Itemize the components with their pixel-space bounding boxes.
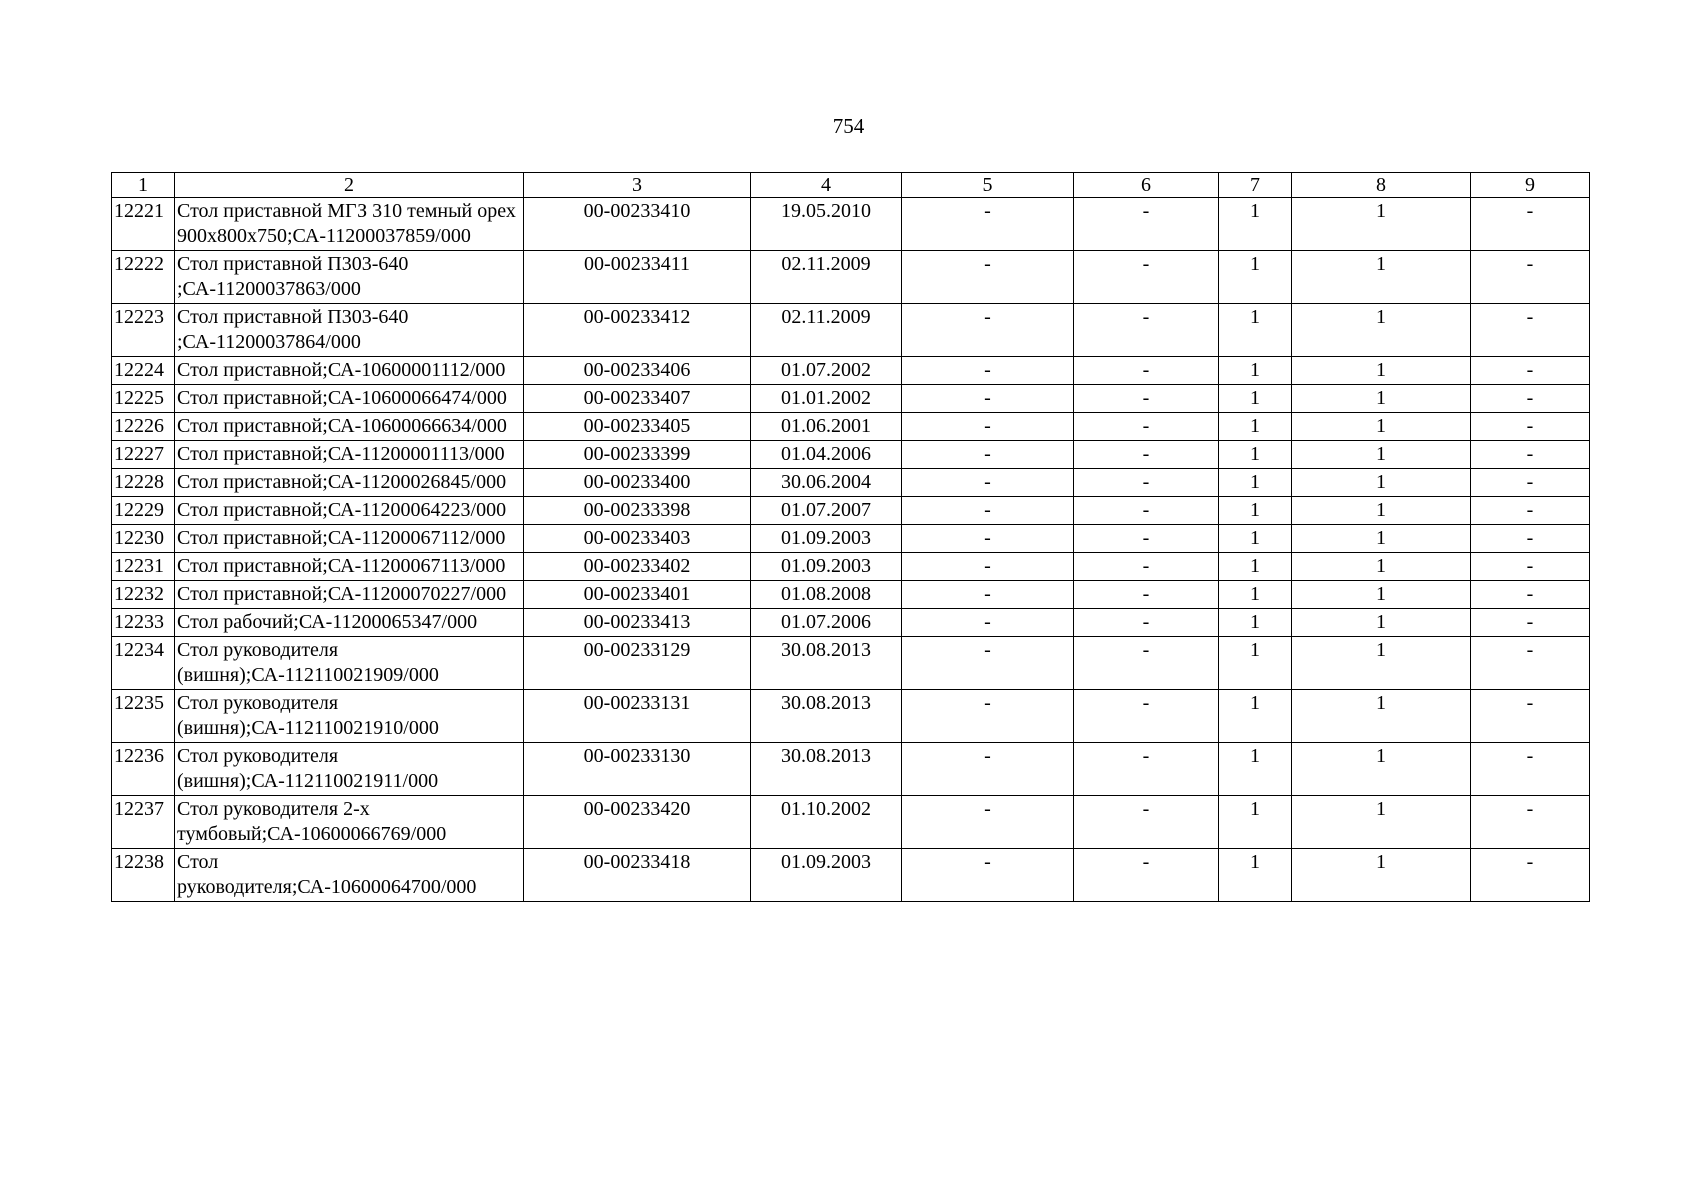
inventory-code: 00-00233406 — [524, 357, 751, 385]
item-name: Стол приставной;СА-10600066634/000 — [175, 413, 524, 441]
column-8-value: 1 — [1292, 525, 1471, 553]
column-7-value: 1 — [1219, 690, 1292, 743]
item-name: Стол руководителя (вишня);СА-112110021909/000 — [175, 637, 524, 690]
column-6-value: - — [1074, 385, 1219, 413]
column-5-value: - — [902, 796, 1074, 849]
date: 30.08.2013 — [751, 637, 902, 690]
item-name: Стол приставной;СА-11200001113/000 — [175, 441, 524, 469]
column-6-value: - — [1074, 469, 1219, 497]
table-row — [112, 609, 1590, 637]
row-number: 12231 — [112, 553, 175, 581]
column-7-value: 1 — [1219, 609, 1292, 637]
table-row — [112, 357, 1590, 385]
table-row — [112, 385, 1590, 413]
column-5-value: - — [902, 497, 1074, 525]
header-row — [112, 173, 1590, 198]
table-row — [112, 637, 1590, 690]
item-name: Стол руководителя (вишня);СА-112110021910/000 — [175, 690, 524, 743]
inventory-code: 00-00233398 — [524, 497, 751, 525]
date: 02.11.2009 — [751, 304, 902, 357]
row-number: 12228 — [112, 469, 175, 497]
column-9-value: - — [1471, 497, 1590, 525]
date: 01.04.2006 — [751, 441, 902, 469]
page-number: 754 — [832, 114, 865, 138]
column-8-value: 1 — [1292, 413, 1471, 441]
item-name: Стол приставной;СА-10600001112/000 — [175, 357, 524, 385]
row-number: 12225 — [112, 385, 175, 413]
column-header-2: 2 — [175, 173, 524, 198]
item-name: Стол приставной;СА-11200067112/000 — [175, 525, 524, 553]
date: 01.09.2003 — [751, 525, 902, 553]
column-9-value: - — [1471, 304, 1590, 357]
row-number: 12233 — [112, 609, 175, 637]
inventory-code: 00-00233402 — [524, 553, 751, 581]
column-9-value: - — [1471, 849, 1590, 902]
table-row — [112, 469, 1590, 497]
date: 01.09.2003 — [751, 849, 902, 902]
table-row — [112, 796, 1590, 849]
column-9-value: - — [1471, 357, 1590, 385]
inventory-code: 00-00233399 — [524, 441, 751, 469]
column-6-value: - — [1074, 497, 1219, 525]
column-9-value: - — [1471, 525, 1590, 553]
inventory-code: 00-00233400 — [524, 469, 751, 497]
column-5-value: - — [902, 413, 1074, 441]
column-6-value: - — [1074, 251, 1219, 304]
row-number: 12236 — [112, 743, 175, 796]
column-9-value: - — [1471, 553, 1590, 581]
column-8-value: 1 — [1292, 849, 1471, 902]
column-6-value: - — [1074, 690, 1219, 743]
column-7-value: 1 — [1219, 743, 1292, 796]
item-name: Стол руководителя 2-х тумбовый;СА-10600066769/000 — [175, 796, 524, 849]
table-row — [112, 849, 1590, 902]
column-5-value: - — [902, 609, 1074, 637]
column-7-value: 1 — [1219, 637, 1292, 690]
date: 01.08.2008 — [751, 581, 902, 609]
item-name: Стол руководителя;СА-10600064700/000 — [175, 849, 524, 902]
table-row — [112, 198, 1590, 251]
inventory-code: 00-00233412 — [524, 304, 751, 357]
column-5-value: - — [902, 637, 1074, 690]
column-8-value: 1 — [1292, 796, 1471, 849]
column-9-value: - — [1471, 690, 1590, 743]
row-number: 12234 — [112, 637, 175, 690]
date: 30.06.2004 — [751, 469, 902, 497]
date: 30.08.2013 — [751, 743, 902, 796]
column-6-value: - — [1074, 441, 1219, 469]
column-9-value: - — [1471, 251, 1590, 304]
column-7-value: 1 — [1219, 469, 1292, 497]
inventory-code: 00-00233407 — [524, 385, 751, 413]
column-6-value: - — [1074, 553, 1219, 581]
column-5-value: - — [902, 304, 1074, 357]
column-7-value: 1 — [1219, 525, 1292, 553]
column-9-value: - — [1471, 637, 1590, 690]
row-number: 12224 — [112, 357, 175, 385]
date: 19.05.2010 — [751, 198, 902, 251]
column-7-value: 1 — [1219, 441, 1292, 469]
column-7-value: 1 — [1219, 304, 1292, 357]
column-header-6: 6 — [1074, 173, 1219, 198]
table-row — [112, 441, 1590, 469]
column-5-value: - — [902, 441, 1074, 469]
item-name: Стол приставной;СА-11200067113/000 — [175, 553, 524, 581]
item-name: Стол приставной;СА-11200026845/000 — [175, 469, 524, 497]
table-row — [112, 581, 1590, 609]
column-6-value: - — [1074, 637, 1219, 690]
item-name: Стол рабочий;СА-11200065347/000 — [175, 609, 524, 637]
item-name: Стол руководителя (вишня);СА-112110021911/000 — [175, 743, 524, 796]
row-number: 12238 — [112, 849, 175, 902]
item-name: Стол приставной;СА-11200064223/000 — [175, 497, 524, 525]
table-row — [112, 497, 1590, 525]
table-body — [112, 198, 1590, 902]
column-5-value: - — [902, 357, 1074, 385]
inventory-code: 00-00233411 — [524, 251, 751, 304]
date: 01.07.2006 — [751, 609, 902, 637]
date: 01.06.2001 — [751, 413, 902, 441]
row-number: 12230 — [112, 525, 175, 553]
column-6-value: - — [1074, 525, 1219, 553]
column-header-1: 1 — [112, 173, 175, 198]
column-8-value: 1 — [1292, 304, 1471, 357]
column-5-value: - — [902, 690, 1074, 743]
row-number: 12221 — [112, 198, 175, 251]
column-9-value: - — [1471, 743, 1590, 796]
row-number: 12235 — [112, 690, 175, 743]
column-7-value: 1 — [1219, 357, 1292, 385]
column-6-value: - — [1074, 198, 1219, 251]
column-8-value: 1 — [1292, 743, 1471, 796]
item-name: Стол приставной МГЗ 310 темный орех 900х800х750;СА-11200037859/000 — [175, 198, 524, 251]
column-5-value: - — [902, 581, 1074, 609]
row-number: 12237 — [112, 796, 175, 849]
column-5-value: - — [902, 469, 1074, 497]
column-header-3: 3 — [524, 173, 751, 198]
column-header-7: 7 — [1219, 173, 1292, 198]
column-5-value: - — [902, 198, 1074, 251]
column-8-value: 1 — [1292, 385, 1471, 413]
column-8-value: 1 — [1292, 357, 1471, 385]
column-8-value: 1 — [1292, 690, 1471, 743]
column-9-value: - — [1471, 609, 1590, 637]
column-6-value: - — [1074, 304, 1219, 357]
column-5-value: - — [902, 525, 1074, 553]
item-name: Стол приставной П303-640 ;СА-11200037864/000 — [175, 304, 524, 357]
column-6-value: - — [1074, 609, 1219, 637]
column-8-value: 1 — [1292, 553, 1471, 581]
column-6-value: - — [1074, 743, 1219, 796]
column-6-value: - — [1074, 413, 1219, 441]
column-7-value: 1 — [1219, 553, 1292, 581]
date: 01.07.2002 — [751, 357, 902, 385]
column-7-value: 1 — [1219, 849, 1292, 902]
table-row — [112, 743, 1590, 796]
date: 01.10.2002 — [751, 796, 902, 849]
date: 01.07.2007 — [751, 497, 902, 525]
table-row — [112, 553, 1590, 581]
column-6-value: - — [1074, 581, 1219, 609]
column-9-value: - — [1471, 413, 1590, 441]
table-row — [112, 525, 1590, 553]
column-5-value: - — [902, 251, 1074, 304]
inventory-code: 00-00233129 — [524, 637, 751, 690]
column-8-value: 1 — [1292, 441, 1471, 469]
item-name: Стол приставной П303-640 ;СА-11200037863/000 — [175, 251, 524, 304]
column-9-value: - — [1471, 796, 1590, 849]
column-9-value: - — [1471, 469, 1590, 497]
column-6-value: - — [1074, 796, 1219, 849]
inventory-table — [111, 172, 1590, 902]
item-name: Стол приставной;СА-11200070227/000 — [175, 581, 524, 609]
column-header-9: 9 — [1471, 173, 1590, 198]
column-9-value: - — [1471, 385, 1590, 413]
row-number: 12232 — [112, 581, 175, 609]
column-7-value: 1 — [1219, 581, 1292, 609]
inventory-code: 00-00233420 — [524, 796, 751, 849]
column-8-value: 1 — [1292, 581, 1471, 609]
inventory-code: 00-00233403 — [524, 525, 751, 553]
inventory-code: 00-00233401 — [524, 581, 751, 609]
column-6-value: - — [1074, 357, 1219, 385]
column-6-value: - — [1074, 849, 1219, 902]
column-8-value: 1 — [1292, 497, 1471, 525]
column-8-value: 1 — [1292, 637, 1471, 690]
inventory-code: 00-00233131 — [524, 690, 751, 743]
date: 01.09.2003 — [751, 553, 902, 581]
item-name: Стол приставной;СА-10600066474/000 — [175, 385, 524, 413]
date: 30.08.2013 — [751, 690, 902, 743]
row-number: 12227 — [112, 441, 175, 469]
column-8-value: 1 — [1292, 609, 1471, 637]
inventory-code: 00-00233418 — [524, 849, 751, 902]
column-header-8: 8 — [1292, 173, 1471, 198]
date: 02.11.2009 — [751, 251, 902, 304]
inventory-code: 00-00233130 — [524, 743, 751, 796]
row-number: 12229 — [112, 497, 175, 525]
date: 01.01.2002 — [751, 385, 902, 413]
table-row — [112, 413, 1590, 441]
column-8-value: 1 — [1292, 469, 1471, 497]
column-header-5: 5 — [902, 173, 1074, 198]
column-7-value: 1 — [1219, 385, 1292, 413]
column-5-value: - — [902, 553, 1074, 581]
column-7-value: 1 — [1219, 796, 1292, 849]
inventory-code: 00-00233410 — [524, 198, 751, 251]
table-row — [112, 251, 1590, 304]
column-7-value: 1 — [1219, 413, 1292, 441]
table-header — [112, 173, 1590, 198]
column-7-value: 1 — [1219, 251, 1292, 304]
row-number: 12226 — [112, 413, 175, 441]
column-8-value: 1 — [1292, 198, 1471, 251]
row-number: 12223 — [112, 304, 175, 357]
table-row — [112, 690, 1590, 743]
table-row — [112, 304, 1590, 357]
column-9-value: - — [1471, 441, 1590, 469]
column-8-value: 1 — [1292, 251, 1471, 304]
inventory-code: 00-00233405 — [524, 413, 751, 441]
column-7-value: 1 — [1219, 198, 1292, 251]
column-9-value: - — [1471, 581, 1590, 609]
inventory-code: 00-00233413 — [524, 609, 751, 637]
column-7-value: 1 — [1219, 497, 1292, 525]
column-5-value: - — [902, 743, 1074, 796]
column-5-value: - — [902, 849, 1074, 902]
column-5-value: - — [902, 385, 1074, 413]
row-number: 12222 — [112, 251, 175, 304]
column-9-value: - — [1471, 198, 1590, 251]
column-header-4: 4 — [751, 173, 902, 198]
